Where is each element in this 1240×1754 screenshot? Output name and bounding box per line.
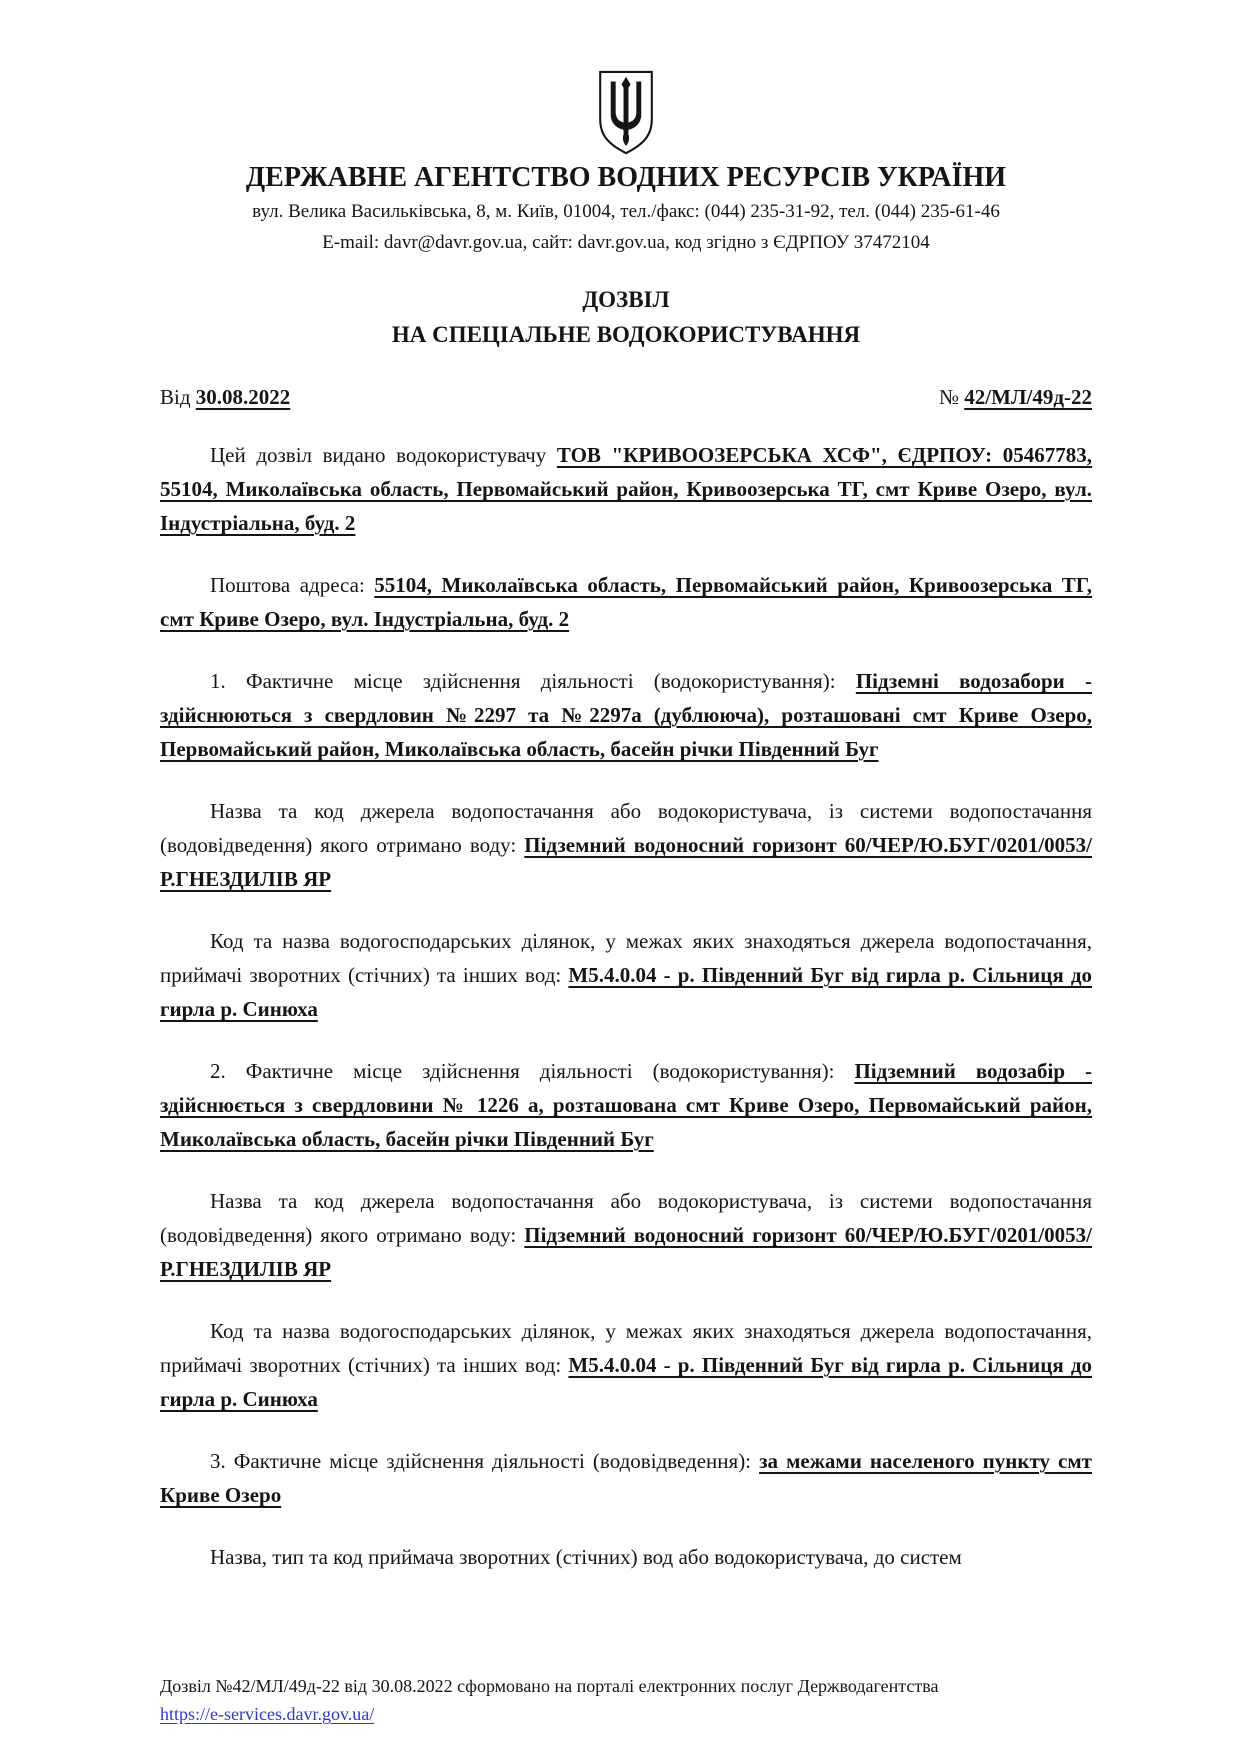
paragraph-emphasis: 55104, Миколаївська область, Первомайський район, Кривоозерська ТГ, смт Криве Озеро, вул. Індустріальна, буд. 2	[160, 573, 1093, 631]
paragraph-activity-place-1	[160, 664, 1092, 766]
paragraph-text: 1. Фактичне місце здійснення діяльності (водокористування):	[210, 669, 856, 693]
paragraph-text: Код та назва водогосподарських ділянок, у межах яких знаходяться джерела водопостачання, приймачі зворотних (стічних) та інших вод:	[160, 929, 1092, 987]
paragraph-emphasis: Підземний водозабір - здійснюється з свердловини № 1226 а, розташована смт Криве Озеро, Первомайський район, Миколаївська область, басейн річки Південний Буг	[160, 1059, 1092, 1151]
issue-date	[160, 384, 290, 410]
paragraph-water-source-2	[160, 1184, 1092, 1286]
paragraph-emphasis: ТОВ "КРИВООЗЕРСЬКА ХСФ", ЄДРПОУ: 05467783, 55104, Миколаївська область, Первомайський район, Кривоозерська ТГ, смт Криве Озеро, вул. Індустріальна, буд. 2	[160, 443, 1092, 535]
paragraph-text: Назва та код джерела водопостачання або водокористувача, із системи водопостачання (водовідведення) якого отримано воду:	[160, 799, 1092, 857]
paragraph-water-source-1	[160, 794, 1092, 896]
document-title-line2: НА СПЕЦІАЛЬНЕ ВОДОКОРИСТУВАННЯ	[391, 322, 861, 347]
paragraph-text: Поштова адреса:	[210, 573, 375, 597]
issue-date-value: 30.08.2022	[195, 385, 291, 409]
ukraine-trident-emblem-icon	[597, 70, 655, 156]
footer-note: Дозвіл №42/МЛ/49д-22 від 30.08.2022 сформовано на порталі електронних послуг Держводагентства	[160, 1676, 939, 1696]
paragraph-text: 3. Фактичне місце здійснення діяльності (водовідведення):	[210, 1449, 760, 1473]
paragraph-emphasis: Підземний водоносний горизонт 60/ЧЕР/Ю.БУГ/0201/0053/Р.ГНЕЗДИЛІВ ЯР	[160, 1223, 1092, 1281]
paragraph-water-area-code-2	[160, 1314, 1092, 1416]
paragraph-emphasis: Підземні водозабори - здійснюються з свердловин №2297 та №2297а (дублююча), розташовані смт Криве Озеро, Первомайський район, Миколаївська область, басейн річки Південний Буг	[160, 669, 1092, 761]
paragraph-text: Код та назва водогосподарських ділянок, у межах яких знаходяться джерела водопостачання, приймачі зворотних (стічних) та інших вод:	[160, 1319, 1092, 1377]
paragraph-emphasis: Підземний водоносний горизонт 60/ЧЕР/Ю.БУГ/0201/0053/Р.ГНЕЗДИЛІВ ЯР	[160, 833, 1092, 891]
paragraph-text: Цей дозвіл видано водокористувачу	[210, 443, 557, 467]
meta-row	[160, 384, 1092, 410]
agency-name: ДЕРЖАВНЕ АГЕНТСТВО ВОДНИХ РЕСУРСІВ УКРАЇНИ	[245, 162, 1007, 193]
document-title	[160, 282, 1092, 352]
paragraph-text: Назва та код джерела водопостачання або водокористувача, із системи водопостачання (водовідведення) якого отримано воду:	[160, 1189, 1092, 1247]
paragraph-emphasis: М5.4.0.04 - р. Південний Буг від гирла р. Сільниця до гирла р. Синюха	[160, 1353, 1092, 1411]
footer	[160, 1672, 938, 1728]
footer-portal-link[interactable]: https://e-services.davr.gov.ua/	[160, 1704, 375, 1724]
letterhead	[160, 70, 1092, 256]
paragraph-emphasis: за межами населеного пункту смт Криве Озеро	[160, 1449, 1092, 1507]
paragraph-text: 2. Фактичне місце здійснення діяльності (водокористування):	[210, 1059, 855, 1083]
agency-contacts: E-mail: davr@davr.gov.ua, сайт: davr.gov.ua, код згідно з ЄДРПОУ 37472104	[322, 232, 930, 253]
permit-number-value: 42/МЛ/49д-22	[964, 385, 1092, 409]
agency-address: вул. Велика Васильківська, 8, м. Київ, 01004, тел./факс: (044) 235-31-92, тел. (044) 235-61-46	[252, 201, 1000, 222]
issue-date-label: Від	[160, 385, 191, 409]
paragraph-activity-place-2	[160, 1054, 1092, 1156]
paragraph-text: Назва, тип та код приймача зворотних (стічних) вод або водокористувача, до систем	[210, 1545, 962, 1569]
permit-number	[939, 384, 1092, 410]
paragraph-postal-address	[160, 568, 1092, 636]
paragraph-issued-to	[160, 438, 1092, 540]
document-title-line1: ДОЗВІЛ	[582, 287, 670, 312]
paragraph-activity-place-3	[160, 1444, 1092, 1512]
paragraph-receiver-intro	[160, 1540, 1092, 1574]
paragraph-water-area-code-1	[160, 924, 1092, 1026]
permit-number-label: №	[938, 385, 959, 409]
paragraph-emphasis: М5.4.0.04 - р. Південний Буг від гирла р. Сільниця до гирла р. Синюха	[160, 963, 1092, 1021]
